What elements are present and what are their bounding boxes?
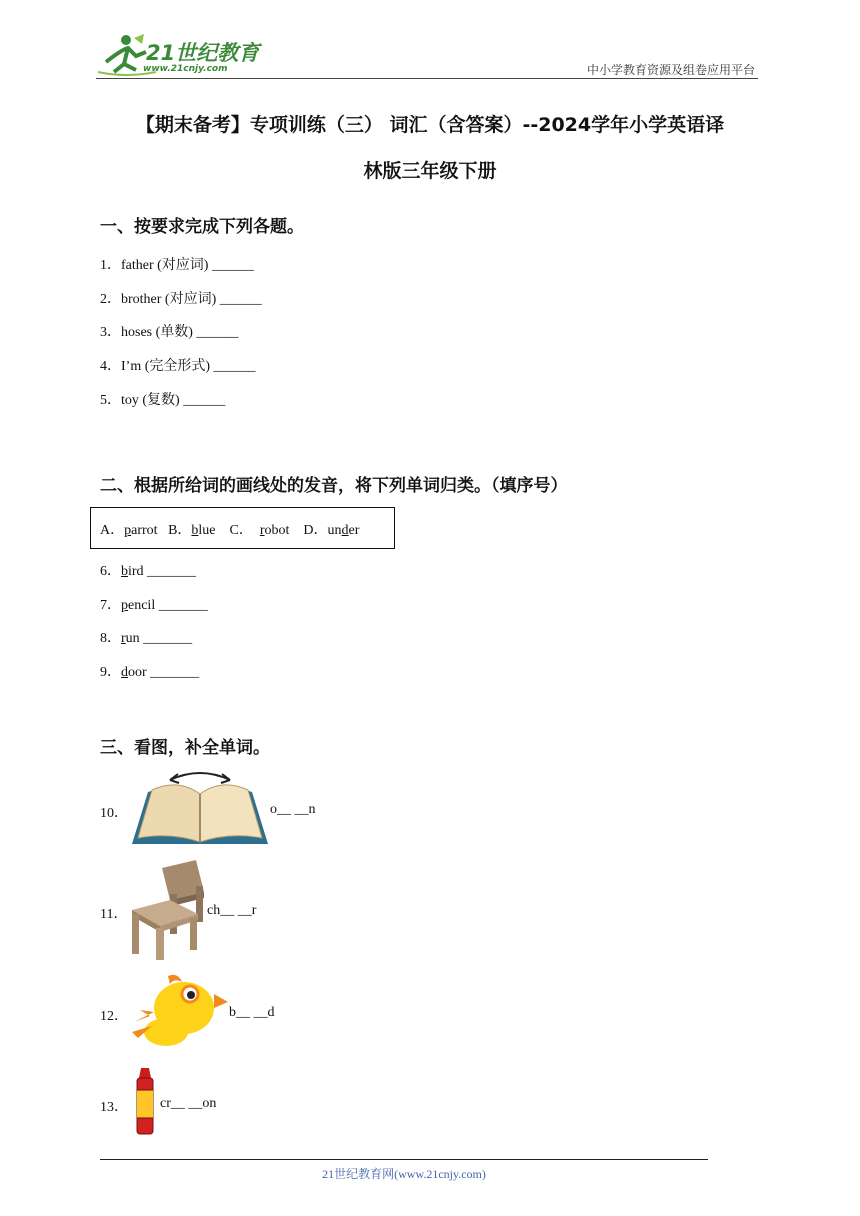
question-10-word: o__ __n — [270, 802, 316, 817]
question-1: 1．father (对应词) ______ — [100, 258, 254, 273]
logo-text: 21世纪教育 — [146, 41, 260, 65]
question-8: 8．run _______ — [100, 631, 193, 646]
header-divider — [96, 78, 758, 79]
question-9: 9．door _______ — [100, 665, 200, 680]
question-4: 4．I’m (完全形式) ______ — [100, 359, 256, 374]
question-12-number: 12． — [100, 1009, 128, 1024]
question-6: 6．bird _______ — [100, 564, 197, 579]
question-2: 2．brother (对应词) ______ — [100, 292, 262, 307]
question-5: 5．toy (复数) ______ — [100, 393, 226, 408]
option-a: A．parrot — [100, 523, 158, 538]
question-10-number: 10． — [100, 806, 128, 821]
crayon-icon — [132, 1068, 158, 1136]
section3-heading: 三、看图，补全单词。 — [100, 738, 270, 758]
page-title-line2: 林版三年级下册 — [363, 160, 497, 182]
question-13-number: 13． — [100, 1100, 128, 1115]
option-d: D．under — [303, 523, 360, 538]
question-11-number: 11． — [100, 907, 128, 922]
question-11-word: ch__ __r — [207, 903, 257, 918]
footer-divider — [100, 1159, 708, 1160]
question-12-word: b__ __d — [229, 1005, 275, 1020]
question-3: 3．hoses (单数) ______ — [100, 325, 239, 340]
platform-label: 中小学教育资源及组卷应用平台 — [586, 63, 755, 77]
options-row — [100, 519, 359, 539]
option-c: C． robot — [229, 523, 290, 538]
footer-text: 21世纪教育网(www.21cnjy.com) — [322, 1167, 486, 1181]
book-icon — [130, 768, 270, 850]
question-7: 7．pencil _______ — [100, 598, 208, 613]
option-b: B．blue — [168, 523, 216, 538]
bird-icon — [130, 974, 228, 1050]
logo-url: www.21cnjy.com — [143, 64, 228, 74]
section2-heading: 二、根据所给词的画线处的发音，将下列单词归类。（填序号） — [100, 476, 568, 496]
chair-icon — [126, 858, 208, 962]
section1-heading: 一、按要求完成下列各题。 — [100, 217, 304, 237]
page-title-line1: 【期末备考】专项训练（三） 词汇（含答案）--2024学年小学英语译 — [135, 114, 725, 136]
question-13-word: cr__ __on — [160, 1096, 217, 1111]
